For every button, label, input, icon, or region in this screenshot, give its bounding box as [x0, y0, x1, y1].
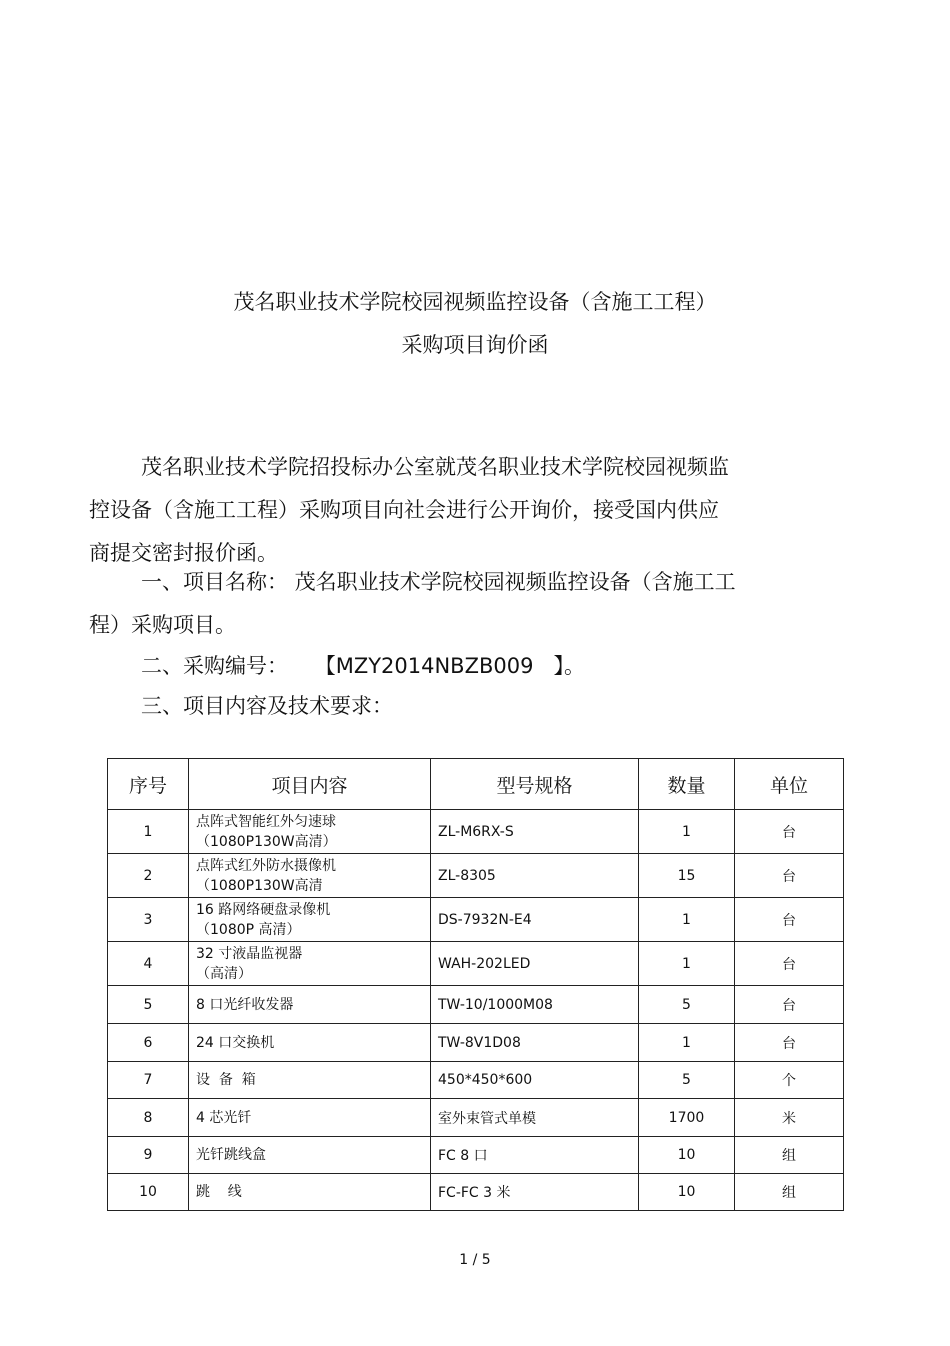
- row-no: 3: [108, 898, 189, 942]
- row-no: 10: [108, 1174, 189, 1211]
- row-item: [189, 1099, 431, 1137]
- project-name-section: [89, 561, 809, 647]
- row-item-line-2: （1080P130W高清: [196, 877, 323, 894]
- row-unit: 台: [735, 1024, 844, 1062]
- header-model: 型号规格: [431, 759, 639, 810]
- row-no: 1: [108, 810, 189, 854]
- row-no: 5: [108, 986, 189, 1024]
- row-unit: 台: [735, 854, 844, 898]
- row-qty: 1700: [639, 1099, 735, 1137]
- row-item: [189, 1062, 431, 1099]
- row-item: [189, 854, 431, 898]
- row-qty: 5: [639, 1062, 735, 1099]
- row-qty: 1: [639, 1024, 735, 1062]
- table-row: [108, 898, 844, 942]
- row-item-line-2: （1080P130W高清）: [196, 833, 337, 850]
- document-title: 茂名职业技术学院校园视频监控设备（含施工工程）: [233, 290, 717, 314]
- row-item-line-1: 16 路网络硬盘录像机: [196, 901, 331, 918]
- row-item-line-1: 点阵式智能红外匀速球: [196, 813, 336, 830]
- document-subtitle: 采购项目询价函: [401, 333, 549, 357]
- equipment-table: [107, 758, 844, 1211]
- header-no: 序号: [108, 759, 189, 810]
- row-item-line-1: 跳 线: [196, 1184, 242, 1200]
- row-item: [189, 1174, 431, 1211]
- row-qty: 1: [639, 898, 735, 942]
- row-no: 7: [108, 1062, 189, 1099]
- row-item: [189, 1137, 431, 1174]
- procurement-number: 二、采购编号： 【MZY2014NBZB009 】。: [141, 654, 585, 678]
- row-model: WAH-202LED: [431, 942, 639, 986]
- row-no: 2: [108, 854, 189, 898]
- row-item: [189, 898, 431, 942]
- row-model: ZL-M6RX-S: [431, 810, 639, 854]
- row-item-line-2: （高清）: [196, 965, 252, 982]
- row-item-line-1: 4 芯光钎: [196, 1109, 252, 1126]
- row-no: 6: [108, 1024, 189, 1062]
- page-number: 1 / 5: [459, 1252, 491, 1268]
- header-qty: 数量: [639, 759, 735, 810]
- table-row: [108, 810, 844, 854]
- row-model: 450*450*600: [431, 1062, 639, 1099]
- row-unit: 台: [735, 942, 844, 986]
- header-unit: 单位: [735, 759, 844, 810]
- row-model: 室外束管式单模: [431, 1099, 639, 1137]
- row-unit: 台: [735, 898, 844, 942]
- project-name-line-1: 一、项目名称： 茂名职业技术学院校园视频监控设备（含施工工: [141, 570, 736, 594]
- row-item-line-1: 设 备 箱: [196, 1072, 256, 1088]
- table-row: [108, 1174, 844, 1211]
- table-row: [108, 1062, 844, 1099]
- table-header-row: [108, 759, 844, 810]
- row-model: TW-8V1D08: [431, 1024, 639, 1062]
- row-model: FC 8 口: [431, 1137, 639, 1174]
- row-qty: 10: [639, 1174, 735, 1211]
- row-item-line-1: 8 口光纤收发器: [196, 996, 294, 1013]
- row-item: [189, 810, 431, 854]
- row-qty: 1: [639, 810, 735, 854]
- row-qty: 15: [639, 854, 735, 898]
- row-item-line-1: 光钎跳线盒: [196, 1147, 266, 1163]
- row-item-line-1: 24 口交换机: [196, 1034, 275, 1051]
- row-unit: 台: [735, 810, 844, 854]
- row-item: [189, 942, 431, 986]
- table-row: [108, 1137, 844, 1174]
- row-unit: 台: [735, 986, 844, 1024]
- intro-line-1: 茂名职业技术学院招投标办公室就茂名职业技术学院校园视频监: [141, 455, 729, 479]
- intro-line-2: 控设备（含施工工程）采购项目向社会进行公开询价，接受国内供应: [89, 498, 719, 522]
- table-row: [108, 942, 844, 986]
- requirements-heading: 三、项目内容及技术要求：: [141, 694, 393, 718]
- row-item-line-1: 32 寸液晶监视器: [196, 945, 303, 962]
- row-item-line-1: 点阵式红外防水摄像机: [196, 857, 336, 874]
- intro-paragraph: [89, 446, 809, 575]
- table-row: [108, 854, 844, 898]
- row-unit: 个: [735, 1062, 844, 1099]
- row-item: [189, 1024, 431, 1062]
- row-unit: 组: [735, 1174, 844, 1211]
- row-no: 8: [108, 1099, 189, 1137]
- row-unit: 米: [735, 1099, 844, 1137]
- row-model: ZL-8305: [431, 854, 639, 898]
- intro-line-3: 商提交密封报价函。: [89, 541, 278, 565]
- table-row: [108, 986, 844, 1024]
- row-no: 9: [108, 1137, 189, 1174]
- project-name-line-2: 程）采购项目。: [89, 613, 236, 637]
- table-row: [108, 1024, 844, 1062]
- row-model: DS-7932N-E4: [431, 898, 639, 942]
- row-model: FC-FC 3 米: [431, 1174, 639, 1211]
- row-model: TW-10/1000M08: [431, 986, 639, 1024]
- row-item-line-2: （1080P 高清）: [196, 921, 301, 938]
- row-qty: 1: [639, 942, 735, 986]
- header-item: 项目内容: [189, 759, 431, 810]
- table-row: [108, 1099, 844, 1137]
- row-item: [189, 986, 431, 1024]
- row-qty: 5: [639, 986, 735, 1024]
- row-qty: 10: [639, 1137, 735, 1174]
- row-no: 4: [108, 942, 189, 986]
- row-unit: 组: [735, 1137, 844, 1174]
